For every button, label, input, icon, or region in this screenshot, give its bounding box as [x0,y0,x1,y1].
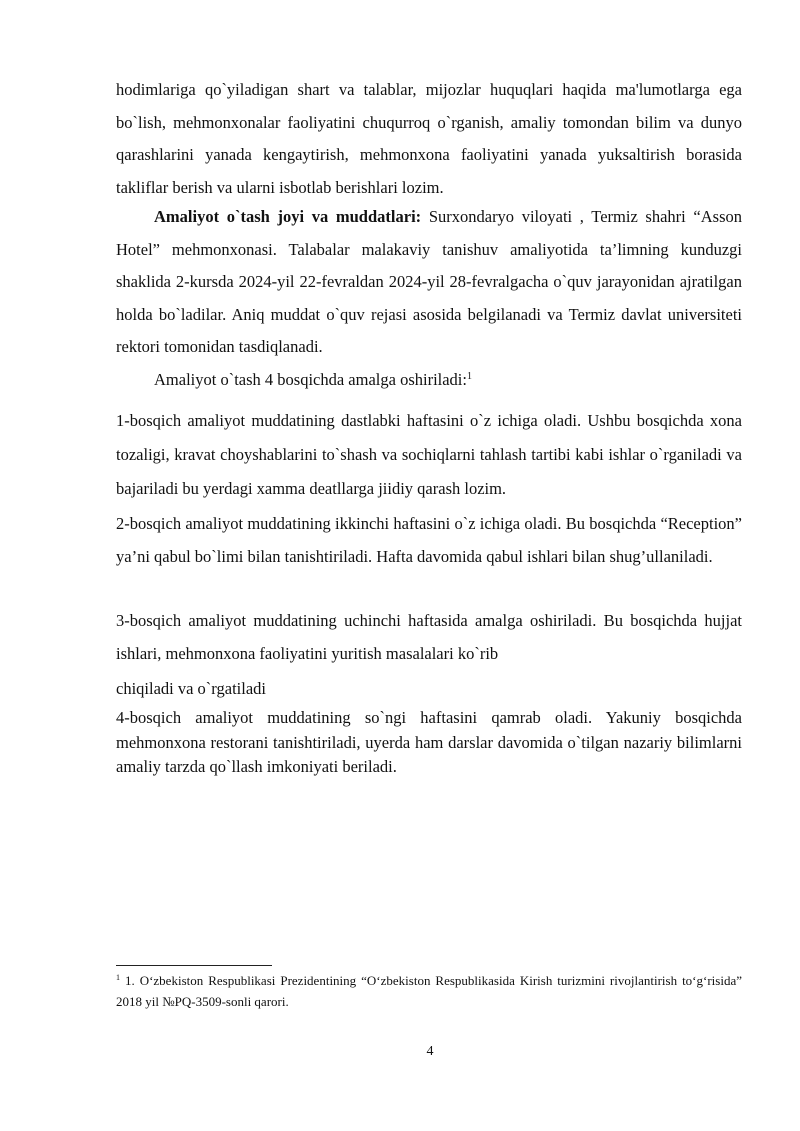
paragraph-stage-3: 3-bosqich amaliyot muddatining uchinchi haftasida amalga oshiriladi. Bu bosqichda hujjat ishlari, mehmonxona faoliyatini yuritish masalalari ko`rib [116,611,742,663]
footnote-marker: 1 [116,973,120,982]
footnote-text: 1. O‘zbekiston Respublikasi Prezidentining “O‘zbekiston Respublikasida Kirish turizmini rivojlantirish to‘g‘risida” 2018 yil №PQ-3509-sonli qarori. [116,973,742,1009]
paragraph-stage-3-continued: chiqiladi va o`rgatiladi [116,679,266,698]
practice-location-text: Surxondaryo viloyati , Termiz shahri “Asson Hotel” mehmonxonasi. Talabalar malakaviy tanishuv amaliyotida ta’limning kunduzgi shaklida 2-kursda 2024-yil 22-fevraldan 2024-yil 28-fevralgacha o`quv jarayonidan ajratilgan holda bo`ladilar. Aniq muddat o`quv rejasi asosida belgilanadi va Termiz davlat universiteti rektori tomonidan tasdiqlanadi. [116,207,742,356]
section-heading: Amaliyot o`tash joyi va muddatlari: [154,207,422,226]
paragraph-stage-4: 4-bosqich amaliyot muddatining so`ngi haftasini qamrab oladi. Yakuniy bosqichda mehmonxona restorani tanishtiriladi, uyerda ham darslar davomida o`tilgan nazariy bilimlarni amaliy tarzda qo`llash imkoniyati beriladi. [116,708,742,776]
footnote-reference[interactable]: 1 [466,371,472,382]
paragraph-stage-1: 1-bosqich amaliyot muddatining dastlabki haftasini o`z ichiga oladi. Ushbu bosqichda xona tozaligi, kravat choyshablarini to`shash va sochiqlarni tahlash tartibi kabi ishlar o`rganiladi va bajariladi bu yerdagi xamma deatllarga jiidiy qarash lozim. [116,411,742,498]
paragraph-stage-2: 2-bosqich amaliyot muddatining ikkinchi haftasini o`z ichiga oladi. Bu bosqichda “Reception” ya’ni qabul bo`limi bilan tanishtiriladi. Hafta davomida qabul ishlari bilan shug’ullaniladi. [116,514,742,566]
page-number: 4 [426,1044,434,1059]
paragraph-practice-location [116,201,742,364]
paragraph-stages-intro [116,364,742,397]
stages-intro-text: Amaliyot o`tash 4 bosqichda amalga oshiriladi: [154,370,467,389]
paragraph-intro: hodimlariga qo`yiladigan shart va talablar, mijozlar huquqlari haqida ma'lumotlarga ega bo`lish, mehmonxonalar faoliyatini chuqurroq o`rganish, amaliy tomondan bilim va dunyo qarashlarini yanada kengaytirish, mehmonxona faoliyatini yanada yuksaltirish borasida takliflar berish va ularni isbotlab berishlari lozim. [116,80,742,197]
footnote-divider [116,965,272,966]
footnote [116,970,742,1012]
